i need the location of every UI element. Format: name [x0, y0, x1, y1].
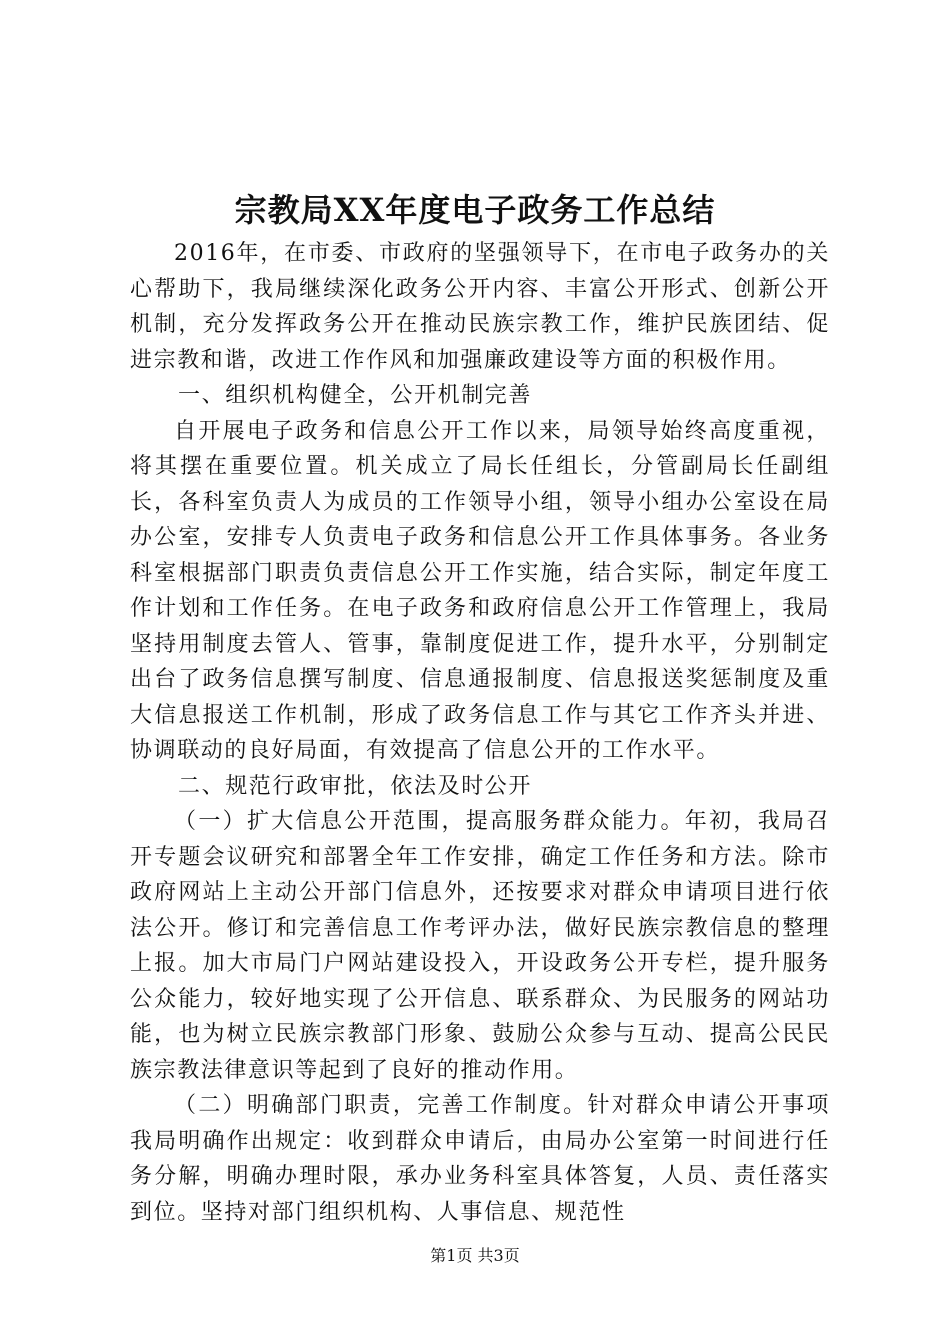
page-footer: 第1页 共3页: [430, 1246, 520, 1265]
section-heading-1: 一、组织机构健全，公开机制完善: [178, 383, 533, 408]
paragraph-section-2-item-2: （二）明确部门职责，完善工作制度。针对群众申请公开事项我局明确作出规定：收到群众申请后，由局办公室第一时间进行任务分解，明确办理时限，承办业务科室具体答复，人员、责任落实到位。坚持对部门组织机构、人事信息、规范性: [130, 1093, 830, 1225]
section-heading-2: 二、规范行政审批，依法及时公开: [178, 773, 533, 799]
paragraph-intro: 2016年，在市委、市政府的坚强领导下，在市电子政务办的关心帮助下，我局继续深化政务公开内容、丰富公开形式、创新公开机制，充分发挥政务公开在推动民族宗教工作，维护民族团结、促进宗教和谐，改进工作作风和加强廉政建设等方面的积极作用。: [130, 241, 830, 373]
paragraph-section-2-item-1: （一）扩大信息公开范围，提高服务群众能力。年初，我局召开专题会议研究和部署全年工作安排，确定工作任务和方法。除市政府网站上主动公开部门信息外，还按要求对群众申请项目进行依法公开。修订和完善信息工作考评办法，做好民族宗教信息的整理上报。加大市局门户网站建设投入，开设政务公开专栏，提升服务公众能力，较好地实现了公开信息、联系群众、为民服务的网站功能，也为树立民族宗教部门形象、鼓励公众参与互动、提高公民民族宗教法律意识等起到了良好的推动作用。: [130, 809, 830, 1083]
paragraph-section-1: 自开展电子政务和信息公开工作以来，局领导始终高度重视，将其摆在重要位置。机关成立了局长任组长，分管副局长任副组长，各科室负责人为成员的工作领导小组，领导小组办公室设在局办公室，安排专人负责电子政务和信息公开工作具体事务。各业务科室根据部门职责负责信息公开工作实施，结合实际，制定年度工作计划和工作任务。在电子政务和政府信息公开工作管理上，我局坚持用制度去管人、管事，靠制度促进工作，提升水平，分别制定出台了政务信息撰写制度、信息通报制度、信息报送奖惩制度及重大信息报送工作机制，形成了政务信息工作与其它工作齐头并进、协调联动的良好局面，有效提高了信息公开的工作水平。: [130, 418, 830, 763]
document-body: [130, 236, 830, 1230]
document-title: 宗教局XX年度电子政务工作总结: [234, 191, 716, 229]
